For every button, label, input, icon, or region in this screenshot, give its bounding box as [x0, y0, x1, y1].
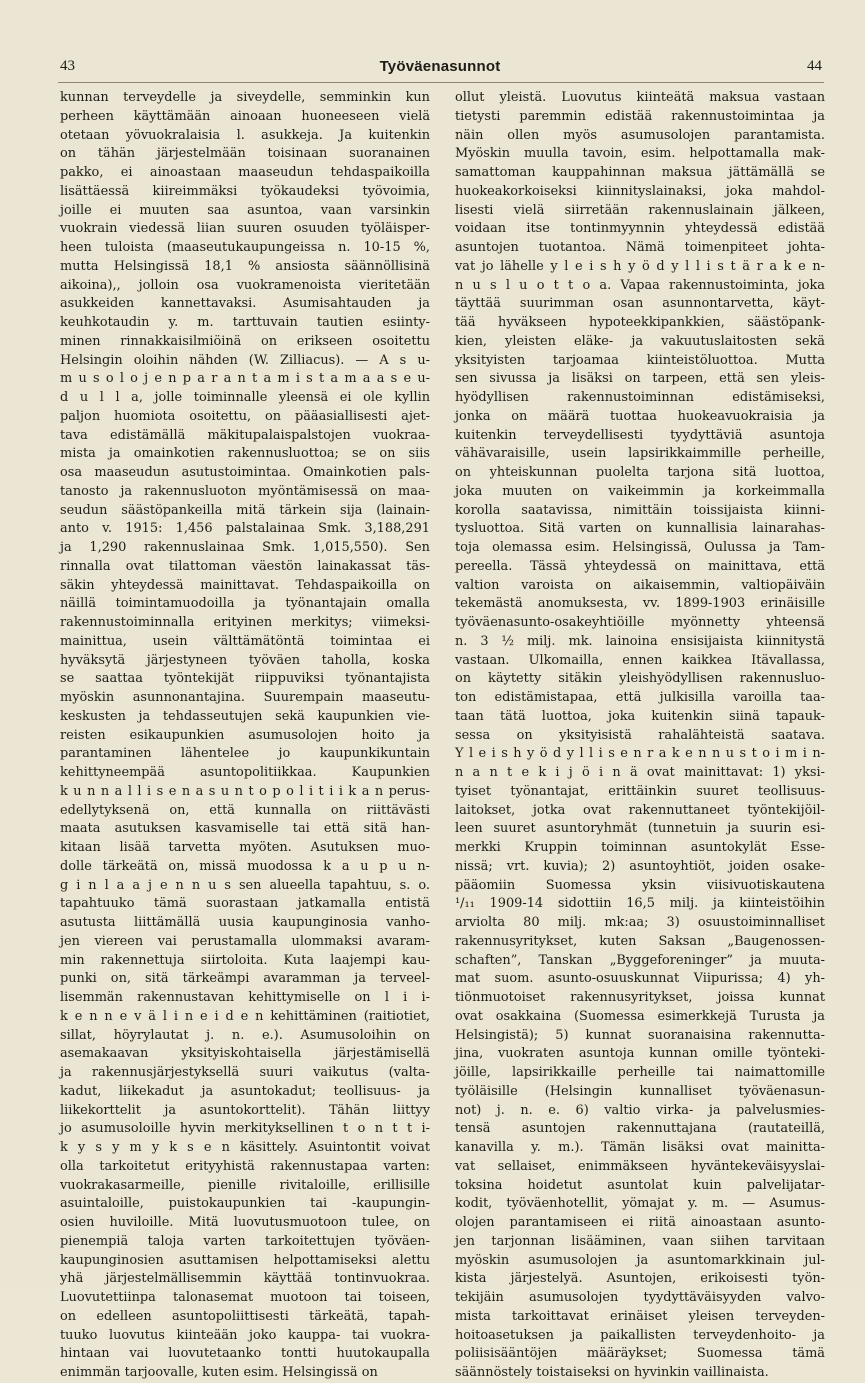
text-line: joka muuten on vaikeimmin ja korkeimmalla	[455, 483, 825, 499]
text-line: vuokrain viedessä liian suuren osuuden työläisper-	[60, 221, 430, 237]
text-line: myöskin asumusolojen ja asuntomarkkinain jul-	[455, 1252, 825, 1268]
text-line: liikekorttelit ja asuntokorttelit). Tähän liittyy	[60, 1102, 430, 1118]
text-line: on tähän järjestelmään toisinaan suoranainen	[60, 146, 430, 162]
text-line: hyödyllisen rakennustoiminnan edistämiseksi,	[455, 390, 825, 405]
text-line: osa maaseudun asutustoimintaa. Omainkotien pals-	[60, 465, 430, 480]
text-line: rakennusyritykset, kuten Saksan „Baugenossen-	[455, 933, 825, 949]
text-line: tietysti paremmin edistää rakennustoimintaa ja	[455, 108, 825, 124]
text-line: tyiset työnantajat, erittäinkin suuret teollisuus-	[455, 783, 825, 799]
text-line: pienempiä taloja varten tarkoitettujen työväen-	[60, 1233, 430, 1249]
text-line: d u l l a, jolle toiminnalle yleensä ei ole kyllin	[60, 390, 430, 405]
text-line: olojen parantamiseen ei riitä ainoastaan asunto-	[455, 1215, 825, 1230]
text-line: jen viereen vai perustamalla ulommaksi avaram-	[60, 933, 430, 949]
text-line: on yhteiskunnan puolelta tarjona sitä luottoa,	[455, 465, 825, 480]
text-line: tekemästä anomuksesta, vv. 1899-1903 erinäisille	[455, 596, 825, 612]
text-line: kunnan terveydelle ja siveydelle, semminkin kun	[60, 90, 430, 105]
text-line: mutta Helsingissä 18,1 % ansiosta säännöllisinä	[60, 258, 430, 274]
text-line: säkin yhteydessä mainittavat. Tehdaspaikoilla on	[60, 577, 430, 593]
text-line: schaften”, Tanskan „Byggeforeninger” ja muuta-	[455, 952, 825, 968]
text-line: asuintaloille, puistokaupunkien tai -kaupungin-	[60, 1196, 430, 1212]
text-line: kista järjestelyä. Asuntojen, erikoisesti työn-	[455, 1271, 825, 1287]
text-line: paljon huomiota osoitettu, on pääasiallisesti ajet-	[60, 408, 430, 424]
text-line: laitokset, jotka ovat rakennuttaneet työntekijöil-	[455, 802, 825, 818]
text-line: mista ja omainkotien rakennusluottoa; se on siis	[60, 446, 430, 462]
text-line: tää hyväkseen hypoteekkipankkien, säästöpank-	[455, 315, 825, 330]
text-line: hintaan vai luovutetaanko tontti huutokaupalla	[60, 1346, 430, 1362]
left-text-column	[60, 89, 430, 1383]
text-line: hyväksytä järjestyneen työväen taholla, koska	[60, 652, 430, 668]
text-line: toksina hoidetut asuntolat kuin palvelijatar-	[455, 1177, 825, 1193]
text-line: kehittyneempää asuntopolitiikkaa. Kaupunkien	[60, 765, 430, 780]
text-line: olla tarkoitetut erityyhistä rakennustapaa varten:	[60, 1158, 430, 1174]
text-line: lisättäessä kiireimmäksi työkaudeksi työvoimia,	[60, 183, 430, 199]
text-line: lisesti vielä siirretään rakennuslainain jälkeen,	[455, 202, 825, 218]
text-line: näillä toimintamuodoilla ja työnantajain omalla	[60, 596, 430, 612]
text-line: jen tarjonnan lisääminen, vaan siihen tarvitaan	[455, 1233, 825, 1249]
text-line: voidaan itse tontinmyynnin yhteydessä edistää	[455, 221, 825, 237]
text-line: mat suom. asunto-osuuskunnat Viipurissa; 4) yh-	[455, 971, 825, 987]
text-line: kaupunginosien asuttamisen helpottamiseksi alettu	[60, 1252, 430, 1268]
text-line: n. 3 ½ milj. mk. lainoina ensisijaista kiinnitystä	[455, 633, 825, 649]
text-line: tuuko luovutus kiinteään joko kauppa- tai vuokra-	[60, 1327, 430, 1343]
text-line: tanosto ja rakennusluoton myöntämisessä on maa-	[60, 483, 430, 499]
right-page-number: 44	[807, 58, 822, 74]
text-line: Helsingistä); 5) kunnat suoranaisina rakennutta-	[455, 1027, 825, 1043]
text-line: g i n l a a j e n n u s sen alueella tapahtuu, s. o.	[60, 877, 430, 893]
text-line: ton edistämistapaa, että julkisilla varoilla taa-	[455, 690, 825, 705]
text-line: vastaan. Ulkomailla, ennen kaikkea Itävallassa,	[455, 652, 825, 668]
text-line: ja 1,290 rakennuslainaa Smk. 1,015,550). Sen	[60, 540, 430, 555]
text-line: rinnalla ovat tilattoman väestön lainakassat täs-	[60, 558, 430, 574]
text-line: huokeakorkoiseksi kiinnityslainaksi, joka mahdol-	[455, 183, 825, 199]
text-line: keuhkotaudin y. m. tarttuvain tautien esiinty-	[60, 315, 430, 330]
text-line: rakennustoiminnalla erityinen merkitys; viimeksi-	[60, 615, 430, 630]
text-line: minen rinnakkaisilmiöinä on erikseen osoitettu	[60, 333, 430, 349]
text-line: maata asutuksen kasvamiselle tai että sitä han-	[60, 821, 430, 837]
text-line: työväenasunto-osakeyhtiöille myönnetty yhteensä	[455, 615, 825, 630]
text-line: Luovutettiinpa talonasemat muotoon tai toiseen,	[60, 1290, 430, 1305]
header-rule	[58, 82, 824, 83]
text-line: näin ollen myös asumusolojen parantamista.	[455, 127, 825, 143]
text-line: parantaminen lähentelee jo kaupunkikuntain	[60, 746, 430, 762]
text-line: tensä asuntojen rakennuttajana (rautateillä,	[455, 1121, 825, 1137]
text-line: n u s l u o t t o a. Vapaa rakennustoiminta, joka	[455, 277, 825, 293]
text-line: asemakaavan yksityiskohtaisella järjestämisellä	[60, 1046, 430, 1062]
text-line: toja olemassa esim. Helsingissä, Oulussa ja Tam-	[455, 540, 825, 555]
text-line: tapahtuuko tämä suorastaan jatkamalla entistä	[60, 896, 430, 912]
text-line: seudun säästöpankeilla mitä tärkein sija (lainain-	[60, 502, 430, 518]
text-line: kanavilla y. m.). Tämän lisäksi ovat mainitta-	[455, 1140, 825, 1155]
text-line: yhä järjestelmällisemmin käyttää tontinvuokraa.	[60, 1271, 430, 1287]
text-line: osien huviloille. Mitä luovutusmuotoon tulee, on	[60, 1215, 430, 1230]
text-line: enimmän tarjoovalle, kuten esim. Helsingissä on	[60, 1365, 378, 1380]
text-line: k e n n e v ä l i n e i d e n kehittäminen (raitiotiet,	[60, 1008, 430, 1024]
text-line: se saattaa työntekijät riippuviksi työnantajista	[60, 671, 430, 687]
text-line: ovat osakkaina (Suomessa esimerkkejä Turusta ja	[455, 1008, 825, 1024]
text-line: kien, yleisten eläke- ja vakuutuslaitosten sekä	[455, 333, 825, 349]
text-line: aikoina),, jolloin osa vuokramenoista vieritetään	[60, 277, 430, 293]
text-line: mista tarkoittavat erinäiset yleisen terveyden-	[455, 1308, 825, 1324]
text-line: tekijäin asumusolojen tyydyttäväisyyden valvo-	[455, 1290, 825, 1305]
text-line: k u n n a l l i s e n a s u n t o p o l i t i i k a n perus-	[60, 783, 430, 799]
text-line: perheen käyttämään ainoaan huoneeseen vielä	[60, 108, 430, 124]
text-line: anto v. 1915: 1,456 palstalainaa Smk. 3,188,291	[60, 521, 430, 537]
text-line: mainittua, usein välttämätöntä toimintaa ei	[60, 633, 430, 649]
text-line: joille ei muuten saa asuntoa, vaan varsinkin	[60, 202, 430, 218]
text-line: ja rakennusjärjestyksellä suuri vaikutus (valta-	[60, 1065, 430, 1080]
text-line: leen suuret asuntoryhmät (tunnetuin ja suurin esi-	[455, 821, 825, 837]
text-line: samattoman kauppahinnan maksua jättämällä se	[455, 165, 825, 180]
text-line: min rakennettuja siirtoloita. Kuta laajempi kau-	[60, 952, 430, 968]
text-line: sen sivussa ja lisäksi on tarpeen, että sen yleis-	[455, 371, 825, 387]
text-line: k y s y m y k s e n käsittely. Asuintontit voivat	[60, 1140, 430, 1155]
right-text-column	[455, 89, 825, 1383]
text-line: ollut yleistä. Luovutus kiinteätä maksua vastaan	[455, 90, 825, 105]
text-line: Myöskin muulla tavoin, esim. helpottamalla mak-	[455, 146, 825, 162]
text-line: jöille, lapsirikkaille perheille tai naimattomille	[455, 1065, 825, 1080]
text-line: kitaan lisää tarvetta myöten. Asutuksen muo-	[60, 840, 430, 855]
text-line: n a n t e k i j ö i n ä ovat mainittavat: 1) yksi-	[455, 765, 825, 780]
text-line: sillat, höyrylautat j. n. e.). Asumusoloihin on	[60, 1027, 430, 1043]
text-line: asutusta liittämällä uusia kaupunginosia vanho-	[60, 915, 430, 930]
running-header	[60, 58, 820, 80]
text-line: tysluottoa. Sitä varten on kunnallisia lainarahas-	[455, 521, 825, 537]
text-line: korolla saatavissa, nimittäin toissijaista kiinni-	[455, 502, 825, 518]
text-line: asukkeiden kannettavaksi. Asumisahtauden ja	[60, 296, 430, 312]
text-line: työläisille (Helsingin kunnalliset työväenasun-	[455, 1083, 825, 1099]
text-line: täyttää suurimman osan asunnontarvetta, käyt-	[455, 296, 825, 312]
text-line: pereella. Tässä yhteydessä on mainittava, että	[455, 558, 825, 574]
text-line: kadut, liikekadut ja asuntokadut; teollisuus- ja	[60, 1083, 430, 1099]
text-line: Helsingin oloihin nähden (W. Zilliacus). — A s u-	[60, 352, 430, 368]
text-line: merkki Kruppin toiminnan asuntokylät Esse-	[455, 840, 825, 855]
text-line: arviolta 80 milj. mk:aa; 3) osuustoiminnalliset	[455, 915, 825, 930]
text-line: vuokrakasarmeille, pienille rivitaloille, erillisille	[60, 1177, 430, 1193]
text-line: vat sellaiset, enimmäkseen hyväntekeväisyyslai-	[455, 1158, 825, 1174]
text-line: otetaan yövuokralaisia l. asukkeja. Ja kuitenkin	[60, 127, 430, 143]
text-line: jonka on määrä tuottaa huokeavuokraisia ja	[455, 408, 825, 424]
text-line: on käytetty sitäkin yleishyödyllisen rakennusluo-	[455, 671, 825, 687]
text-line: vähävaraisille, usein lapsirikkaimmille perheille,	[455, 446, 825, 462]
text-line: kodit, työväenhotellit, yömajat y. m. — Asumus-	[455, 1196, 825, 1212]
text-line: ¹/₁₁ 1909-14 sidottiin 16,5 milj. ja kiinteistöihin	[455, 896, 825, 912]
text-line: tava edistämällä mäkitupalaispalstojen vuokraa-	[60, 427, 430, 443]
text-line: valtion varoista on aikaisemmin, valtiopäiväin	[455, 577, 825, 593]
text-line: pääomiin Suomessa yksin viisivuotiskautena	[455, 877, 825, 893]
text-line: not) j. n. e. 6) valtio virka- ja palvelusmies-	[455, 1102, 825, 1118]
text-line: tiönmuotoiset rakennusyritykset, joissa kunnat	[455, 990, 825, 1005]
text-line: asuntojen tuotantoa. Nämä toimenpiteet johta-	[455, 240, 825, 255]
text-line: pakko, ei ainoastaan maaseudun tehdaspaikoilla	[60, 165, 430, 180]
text-line: hoitoasetuksen ja paikallisten terveydenhoito- ja	[455, 1327, 825, 1343]
text-line: jina, vuokraten asuntoja kunnan omille työnteki-	[455, 1046, 825, 1062]
text-line: sessa on yksityisistä rahalähteistä saatava.	[455, 727, 825, 743]
text-line: myöskin asunnonantajina. Suurempain maaseutu-	[60, 690, 430, 705]
text-line: dolle tärkeätä on, missä muodossa k a u p u n-	[60, 858, 430, 874]
text-line: nissä; vrt. kuvia); 2) asuntoyhtiöt, joiden osake-	[455, 858, 825, 874]
text-line: poliisisääntöjen määräykset; Suomessa tämä	[455, 1346, 825, 1362]
text-line: säännöstely toistaiseksi on hyvinkin vaillinaista.	[455, 1365, 769, 1380]
text-line: on edelleen asuntopoliittisesti tärkeätä, tapah-	[60, 1308, 430, 1324]
text-line: reisten esikaupunkien asumusolojen hoito ja	[60, 727, 430, 743]
text-line: taan tätä luottoa, joka kuitenkin siinä tapauk-	[455, 708, 825, 724]
text-line: m u s o l o j e n p a r a n t a m i s t a m a a s e u-	[60, 371, 430, 387]
text-line: kuitenkin terveydellisesti tyydyttäviä asuntoja	[455, 427, 825, 443]
running-title: Työväenasunnot	[379, 58, 501, 75]
text-line: Y l e i s h y ö d y l l i s e n r a k e n n u s t o i m i n-	[455, 746, 825, 762]
text-line: yksityisten tarjoamaa kiinteistöluottoa. Mutta	[455, 352, 825, 368]
text-line: keskusten ja tehdasseutujen sekä kaupunkien vie-	[60, 708, 430, 724]
text-line: vat jo lähelle y l e i s h y ö d y l l i s t ä r a k e n-	[455, 258, 825, 274]
left-page-number: 43	[60, 58, 75, 74]
text-line: heen tuloista (maaseutukaupungeissa n. 10-15 %,	[60, 240, 430, 255]
text-line: punki on, sitä tärkeämpi avaramman ja terveel-	[60, 971, 430, 987]
text-line: edellytyksenä on, että kunnalla on riittävästi	[60, 802, 430, 818]
text-line: lisemmän rakennustavan kehittymiselle on l i i-	[60, 990, 430, 1005]
text-line: jo asumusoloille hyvin merkityksellinen t o n t t i-	[60, 1121, 430, 1137]
